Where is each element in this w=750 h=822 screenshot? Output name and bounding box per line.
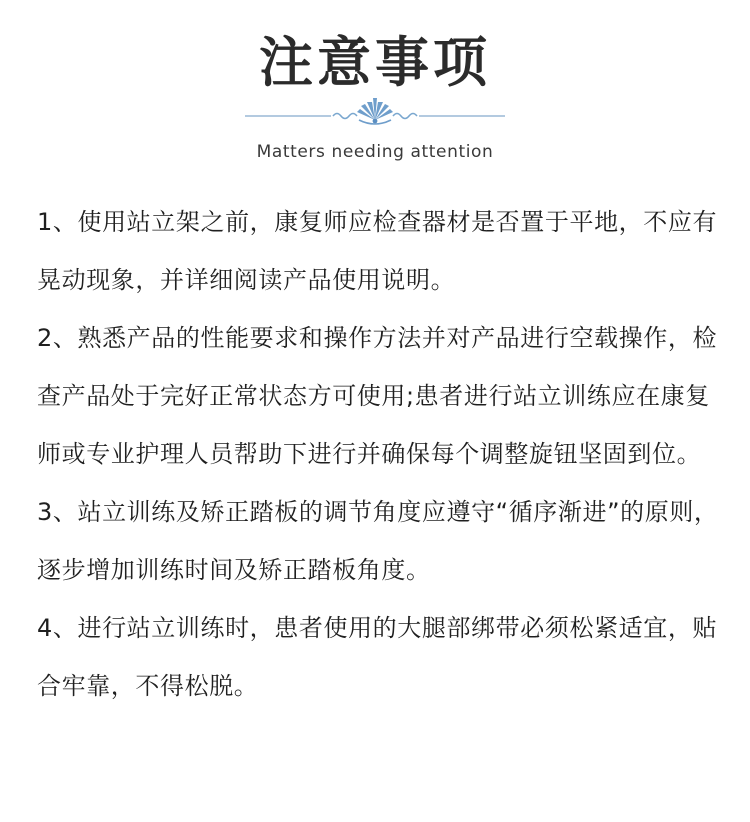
- flower-divider-icon: [245, 96, 505, 132]
- note-paragraph-1: 1、使用站立架之前，康复师应检查器材是否置于平地，不应有晃动现象，并详细阅读产品使用说明。: [37, 208, 718, 294]
- note-paragraph-4: 4、进行站立训练时，患者使用的大腿部绑带必须松紧适宜，贴合牢靠，不得松脱。: [37, 614, 718, 700]
- note-paragraph-3: 3、站立训练及矫正踏板的调节角度应遵守“循序渐进”的原则，逐步增加训练时间及矫正踏板角度。: [37, 498, 719, 584]
- note-paragraph-2: 2、熟悉产品的性能要求和操作方法并对产品进行空载操作，检查产品处于完好正常状态方可使用;患者进行站立训练应在康复师或专业护理人员帮助下进行并确保每个调整旋钮坚固到位。: [37, 324, 718, 468]
- header: [0, 0, 750, 175]
- notes-content: [37, 193, 723, 715]
- page-subtitle: Matters needing attention: [256, 142, 494, 162]
- page-title: 注意事项: [259, 31, 491, 94]
